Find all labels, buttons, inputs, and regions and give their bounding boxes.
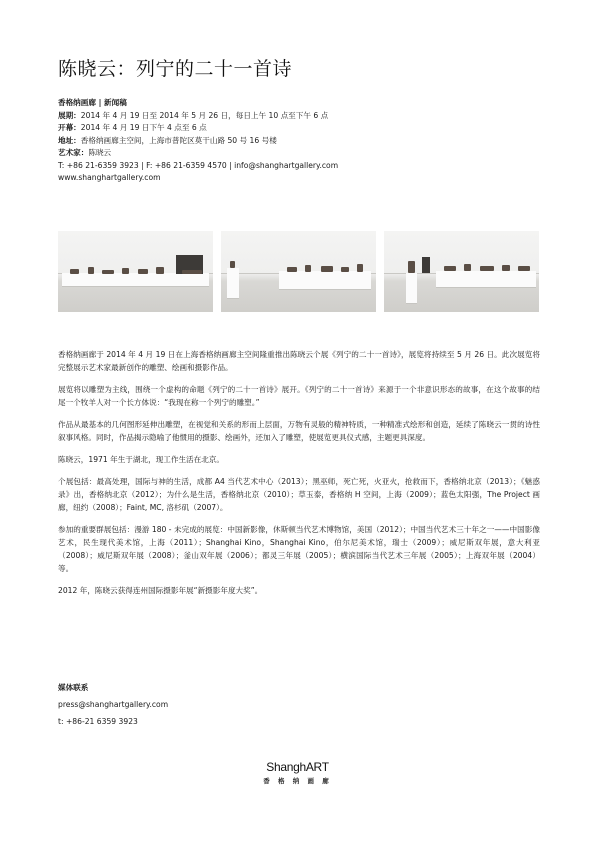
artist-value: 陈晓云 [88,148,112,157]
press-email-link[interactable]: press@shanghartgallery.com [58,700,169,709]
paragraph-solo-exhibitions: 个展包括：最高处理，国际与神的生活，成都 A4 当代艺术中心（2013）；黑巫师，死亡死，火亚火，抢救而下，香格纳北京（2013）；《魅惑录》出，香格纳北京（2012）；为什么是生活，香格纳北京（2010）；草玉泰，香格纳 H 空间，上海（2009）；蓝色太阳强，The Project 画廊，纽约（2008）；Faint, MC, 洛杉矶（2007）。 [58,477,540,512]
paragraph-group-exhibitions: 参加的重要群展包括：漫游 180 - 未完成的展览：中国新影像，休斯顿当代艺术博物馆，美国（2012）；中国当代艺术三十年之一——中国影像艺术，民生现代美术馆，上海（2011）；Shanghai Kino，Shanghai Kino，伯尔尼美术馆，瑞士（2009）；威尼斯双年展，意大利亚（2008）；威尼斯双年展（2008）；釜山双年展（2006）；都灵三年展（2005）；横滨国际当代艺术三年展（2005）；上海双年展（2004）等。 [58,525,540,573]
paragraph-intro: 香格纳画廊于 2014 年 4 月 19 日在上海香格纳画廊主空间隆重推出陈晓云个展《列宁的二十一首诗》，展览将持续至 5 月 26 日。此次展览将完整展示艺术家最新创作的雕塑、绘画和摄影作品。 [58,350,540,372]
artist-line [58,147,338,160]
dates-label: 展期： [58,110,81,120]
logo-text-en: ShanghART [266,760,329,774]
exhibition-info [58,97,338,185]
opening-label: 开幕： [58,123,81,132]
installation-photo-1 [58,231,213,312]
press-phone: t: +86-21 6359 3923 [58,717,138,726]
installation-photo-3 [384,231,539,312]
dates-value: 2014 年 4 月 19 日至 2014 年 5 月 26 日，每日上午 10 点至下午 6 点 [80,110,329,120]
contact-line: T: +86 21-6359 3923 | F: +86 21-6359 4570 | info@shanghartgallery.com [58,160,339,170]
logo-text-cn: 香 格 纳 画 廊 [263,777,332,785]
paragraph-theme: 展览将以雕塑为主线，围绕一个虚构的命题《列宁的二十一首诗》展开。《列宁的二十一首诗》来源于一个非意识形态的故事，在这个故事的结尾一个牧羊人对一个长方体说：“我现在称一个列宁的雕塑。” [58,385,540,407]
paragraph-works: 作品从最基本的几何图形延伸出雕塑，在视觉和关系的形而上层面，万物有灵般的精神特质，一种精准式绘形和创造，延续了陈晓云一贯的诗性叙事风格。同时，作品揭示隐喻了他惯用的摄影、绘画外，还加入了雕塑，使展览更具仪式感，主题更具深度。 [58,420,540,442]
artist-label: 艺术家： [58,148,89,157]
gallery-logo [0,760,595,785]
address-line [58,135,338,148]
press-release-heading: 香格纳画廊 | 新闻稿 [58,98,127,107]
installation-photo-2 [221,231,376,312]
media-contact [58,679,168,730]
dates-line [58,110,338,123]
paragraph-biography: 陈晓云，1971 年生于湖北，现工作生活在北京。 [58,455,225,464]
website-link[interactable]: www.shanghartgallery.com [58,173,161,182]
opening-line [58,122,338,135]
address-value: 香格纳画廊主空间，上海市普陀区莫干山路 50 号 16 号楼 [80,135,277,145]
press-release-body [58,348,540,606]
page-title: 陈晓云：列宁的二十一首诗 [58,58,293,80]
paragraph-award: 2012 年，陈晓云获得连州国际摄影年展“新摄影年度大奖”。 [58,586,263,595]
media-contact-heading: 媒体联系 [58,683,89,692]
installation-photos [58,231,539,312]
opening-value: 2014 年 4 月 19 日下午 4 点至 6 点 [80,123,207,132]
address-label: 地址： [58,135,81,145]
